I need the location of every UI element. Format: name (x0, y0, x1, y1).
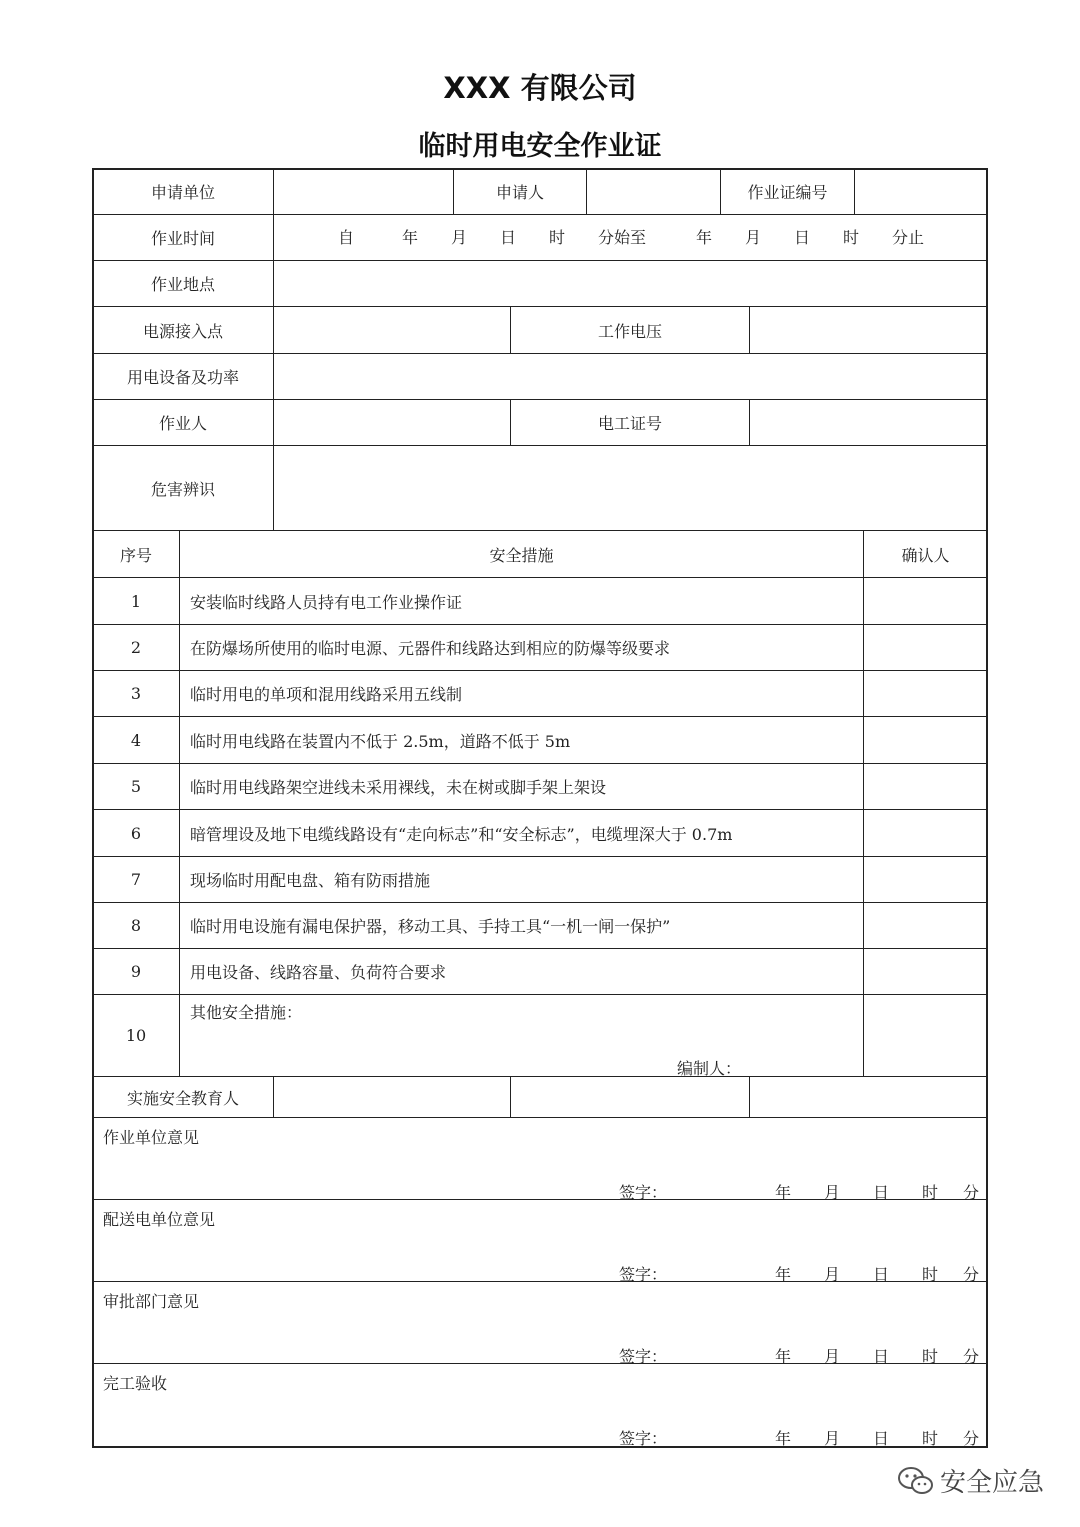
confirm-field[interactable] (863, 994, 988, 1077)
measure-text: 临时用电线路在装置内不低于 2.5m，道路不低于 5m (179, 716, 864, 764)
sign-minute: 分 (963, 1265, 980, 1284)
voltage-label: 工作电压 (510, 306, 750, 354)
form-title: 临时用电安全作业证 (418, 131, 662, 162)
sign-hour: 时 (922, 1347, 939, 1366)
measure-no: 8 (92, 902, 180, 949)
measure-text: 临时用电线路架空进线未采用裸线，未在树或脚手架上架设 (179, 763, 864, 810)
sign-month: 月 (824, 1429, 841, 1448)
education-field-3[interactable] (749, 1076, 988, 1118)
other-measures-field[interactable] (179, 994, 864, 1077)
sign-month: 月 (824, 1347, 841, 1366)
applicant-field[interactable] (586, 168, 721, 215)
sign-hour: 时 (922, 1429, 939, 1448)
confirm-field[interactable] (863, 809, 988, 857)
company-name: XXX 有限公司 (443, 71, 637, 105)
work-unit-opinion[interactable] (92, 1117, 988, 1200)
measure-text: 用电设备、线路容量、负荷符合要求 (179, 948, 864, 995)
confirm-field[interactable] (863, 716, 988, 764)
sign-label: 签字： (619, 1265, 668, 1284)
time-from: 自 (338, 228, 355, 247)
time-hour: 时 (549, 228, 566, 247)
sign-day: 日 (873, 1183, 890, 1202)
opinion-label: 完工验收 (103, 1374, 168, 1393)
confirm-field[interactable] (863, 763, 988, 810)
time-day: 日 (500, 228, 517, 247)
sign-year: 年 (775, 1347, 792, 1366)
sign-month: 月 (824, 1265, 841, 1284)
opinion-label: 配送电单位意见 (103, 1210, 216, 1229)
col-no-header: 序号 (92, 530, 180, 578)
completion-acceptance[interactable] (92, 1363, 988, 1448)
applicant-unit-label: 申请单位 (92, 168, 274, 215)
sign-month: 月 (824, 1183, 841, 1202)
opinion-label: 审批部门意见 (103, 1292, 200, 1311)
sign-day: 日 (873, 1347, 890, 1366)
sign-year: 年 (775, 1429, 792, 1448)
education-label: 实施安全教育人 (92, 1076, 274, 1118)
time-minute-start: 分始至 (598, 228, 647, 247)
measure-text: 临时用电的单项和混用线路采用五线制 (179, 670, 864, 717)
sign-day: 日 (873, 1429, 890, 1448)
sign-day: 日 (873, 1265, 890, 1284)
wechat-icon (896, 1465, 936, 1497)
time-year-2: 年 (696, 228, 713, 247)
compiler-label: 编制人： (677, 1059, 742, 1078)
work-time-label: 作业时间 (92, 214, 274, 261)
time-year: 年 (402, 228, 419, 247)
measure-text: 暗管埋设及地下电缆线路设有“走向标志”和“安全标志”，电缆埋深大于 0.7m (179, 809, 864, 857)
time-hour-2: 时 (843, 228, 860, 247)
applicant-unit-field[interactable] (273, 168, 454, 215)
measure-text: 安装临时线路人员持有电工作业操作证 (179, 577, 864, 625)
cert-field[interactable] (749, 399, 988, 446)
worker-label: 作业人 (92, 399, 274, 446)
measure-no: 5 (92, 763, 180, 810)
hazard-field[interactable] (273, 445, 988, 531)
sign-year: 年 (775, 1183, 792, 1202)
worker-field[interactable] (273, 399, 511, 446)
approval-opinion[interactable] (92, 1281, 988, 1364)
confirm-field[interactable] (863, 577, 988, 625)
power-point-field[interactable] (273, 306, 511, 354)
sign-minute: 分 (963, 1429, 980, 1448)
permit-no-label: 作业证编号 (720, 168, 855, 215)
sign-hour: 时 (922, 1183, 939, 1202)
watermark (896, 1462, 1044, 1499)
power-unit-opinion[interactable] (92, 1199, 988, 1282)
time-day-2: 日 (794, 228, 811, 247)
measure-text: 在防爆场所使用的临时电源、元器件和线路达到相应的防爆等级要求 (179, 624, 864, 671)
measure-no: 4 (92, 716, 180, 764)
measure-text: 现场临时用配电盘、箱有防雨措施 (179, 856, 864, 903)
education-field-1[interactable] (273, 1076, 511, 1118)
measure-no: 7 (92, 856, 180, 903)
measure-no: 1 (92, 577, 180, 625)
other-measures-label: 其他安全措施： (190, 1003, 303, 1022)
location-field[interactable] (273, 260, 988, 307)
measure-no: 3 (92, 670, 180, 717)
confirm-field[interactable] (863, 856, 988, 903)
power-point-label: 电源接入点 (92, 306, 274, 354)
measure-no: 6 (92, 809, 180, 857)
hazard-label: 危害辨识 (92, 445, 274, 531)
col-confirm-header: 确认人 (863, 530, 988, 578)
measure-no: 2 (92, 624, 180, 671)
confirm-field[interactable] (863, 902, 988, 949)
sign-label: 签字： (619, 1429, 668, 1448)
confirm-field[interactable] (863, 624, 988, 671)
location-label: 作业地点 (92, 260, 274, 307)
time-minute-end: 分止 (892, 228, 925, 247)
confirm-field[interactable] (863, 670, 988, 717)
sign-label: 签字： (619, 1183, 668, 1202)
measure-no: 9 (92, 948, 180, 995)
sign-hour: 时 (922, 1265, 939, 1284)
equipment-label: 用电设备及功率 (92, 353, 274, 400)
confirm-field[interactable] (863, 948, 988, 995)
measure-text: 临时用电设施有漏电保护器，移动工具、手持工具“一机一闸一保护” (179, 902, 864, 949)
col-measure-header: 安全措施 (179, 530, 864, 578)
work-time-field[interactable] (273, 214, 988, 261)
opinion-label: 作业单位意见 (103, 1128, 200, 1147)
time-month: 月 (451, 228, 468, 247)
voltage-field[interactable] (749, 306, 988, 354)
sign-label: 签字： (619, 1347, 668, 1366)
cert-label: 电工证号 (510, 399, 750, 446)
measure-no: 10 (92, 994, 180, 1077)
sign-minute: 分 (963, 1347, 980, 1366)
education-field-2[interactable] (510, 1076, 750, 1118)
permit-no-field[interactable] (854, 168, 988, 215)
sign-year: 年 (775, 1265, 792, 1284)
time-month-2: 月 (745, 228, 762, 247)
watermark-text: 安全应急 (940, 1468, 1045, 1498)
equipment-field[interactable] (273, 353, 988, 400)
applicant-label: 申请人 (453, 168, 587, 215)
sign-minute: 分 (963, 1183, 980, 1202)
